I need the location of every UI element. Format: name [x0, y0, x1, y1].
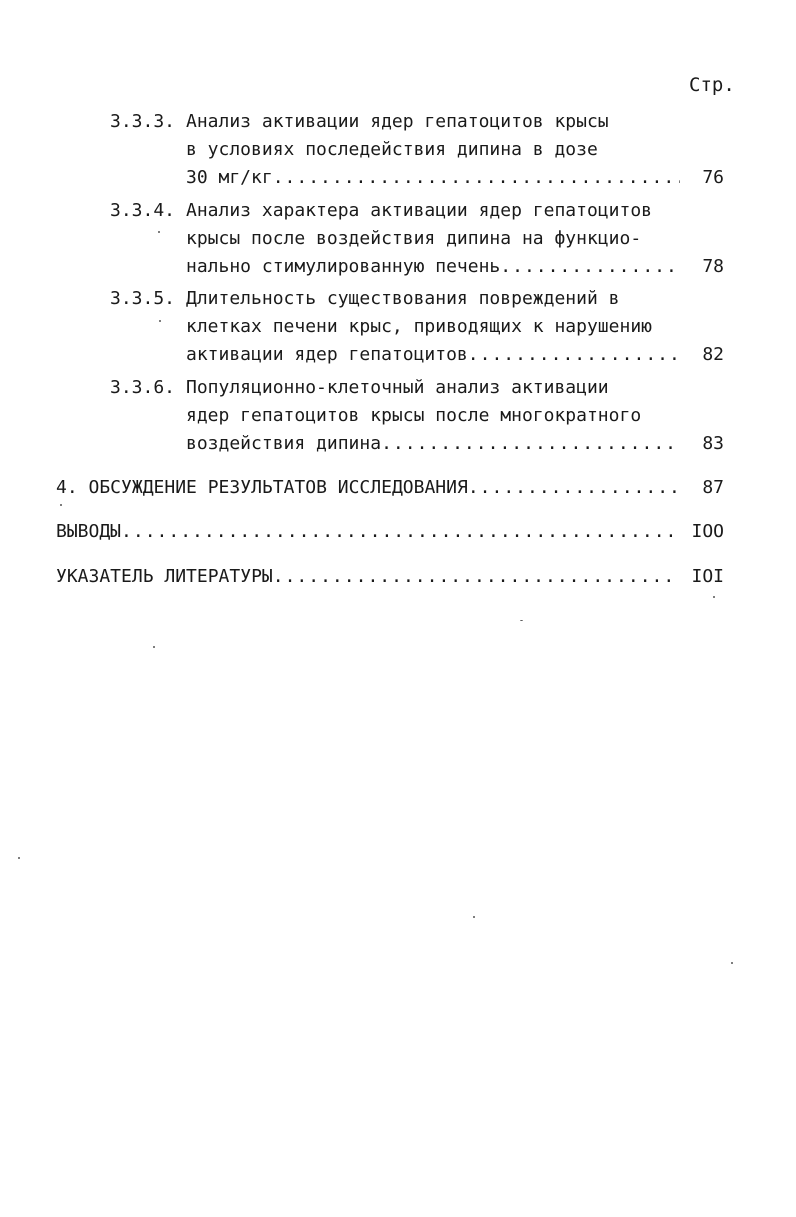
scan-speck: [713, 596, 715, 598]
toc-entry-line: Длительность существования повреждений в: [186, 288, 620, 309]
toc-chapter-title: УКАЗАТЕЛЬ ЛИТЕРАТУРЫ: [56, 566, 273, 587]
toc-bibliography: [56, 563, 676, 591]
scan-speck: [153, 646, 155, 648]
toc-entry-page: 82: [702, 344, 724, 365]
scan-speck: [18, 857, 20, 859]
scan-speck: [731, 962, 733, 964]
toc-entry-page: 76: [702, 167, 724, 188]
toc-entry-last-line: активации ядер гепатоцитов .....: [186, 341, 680, 369]
dot-leader: [468, 474, 676, 502]
dot-leader: [273, 164, 680, 192]
toc-entry-title: [186, 285, 726, 369]
toc-entry-title: [186, 197, 726, 281]
toc-entry-page: 78: [702, 256, 724, 277]
toc-entry-last-line: воздействия дипина .....: [186, 430, 680, 458]
toc-entry-number: 3.3.6.: [110, 377, 176, 398]
toc-entry-line: клетках печени крыс, приводящих к нарушению: [186, 316, 652, 337]
scan-speck: [473, 916, 475, 918]
scan-speck: [158, 231, 160, 233]
toc-entry-line: Популяционно-клеточный анализ активации: [186, 377, 609, 398]
toc-chapter-page: IOO: [691, 521, 724, 542]
toc-entry-line: Анализ характера активации ядер гепатоцитов: [186, 200, 652, 221]
toc-entry-number: 3.3.5.: [110, 288, 176, 309]
toc-entry-line: Анализ активации ядер гепатоцитов крысы: [186, 111, 609, 132]
toc-chapter-4: [56, 474, 676, 502]
toc-entry-title: [186, 374, 726, 458]
toc-entry-line: крысы после воздействия дипина на функцио-: [186, 228, 642, 249]
toc-entry-last-line: 30 мг/кг .....: [186, 164, 680, 192]
toc-entry-title: [186, 108, 726, 192]
toc-entry-line: ядер гепатоцитов крысы после многократного: [186, 405, 642, 426]
toc-entry-last-line: нально стимулированную печень .....: [186, 253, 680, 281]
toc-chapter-title: ВЫВОДЫ: [56, 521, 122, 542]
toc-entry-number: 3.3.4.: [110, 200, 176, 221]
toc-entry-line: в условиях последействия дипина в дозе: [186, 139, 598, 160]
toc-entry-page: 83: [702, 433, 724, 454]
toc-chapter-page: 87: [702, 477, 724, 498]
scan-speck: [520, 620, 523, 621]
toc-conclusions: [56, 518, 676, 546]
scan-speck: [60, 504, 62, 506]
dot-leader: [121, 518, 676, 546]
toc-chapter-title: 4. ОБСУЖДЕНИЕ РЕЗУЛЬТАТОВ ИССЛЕДОВАНИЯ: [56, 477, 468, 498]
dot-leader: [500, 253, 680, 281]
toc-entry-number: 3.3.3.: [110, 111, 176, 132]
page-column-label: Стр.: [689, 74, 735, 96]
dot-leader: [468, 341, 680, 369]
toc-chapter-page: IOI: [691, 566, 724, 587]
dot-leader: [273, 563, 676, 591]
dot-leader: [381, 430, 680, 458]
scan-speck: [159, 320, 161, 322]
